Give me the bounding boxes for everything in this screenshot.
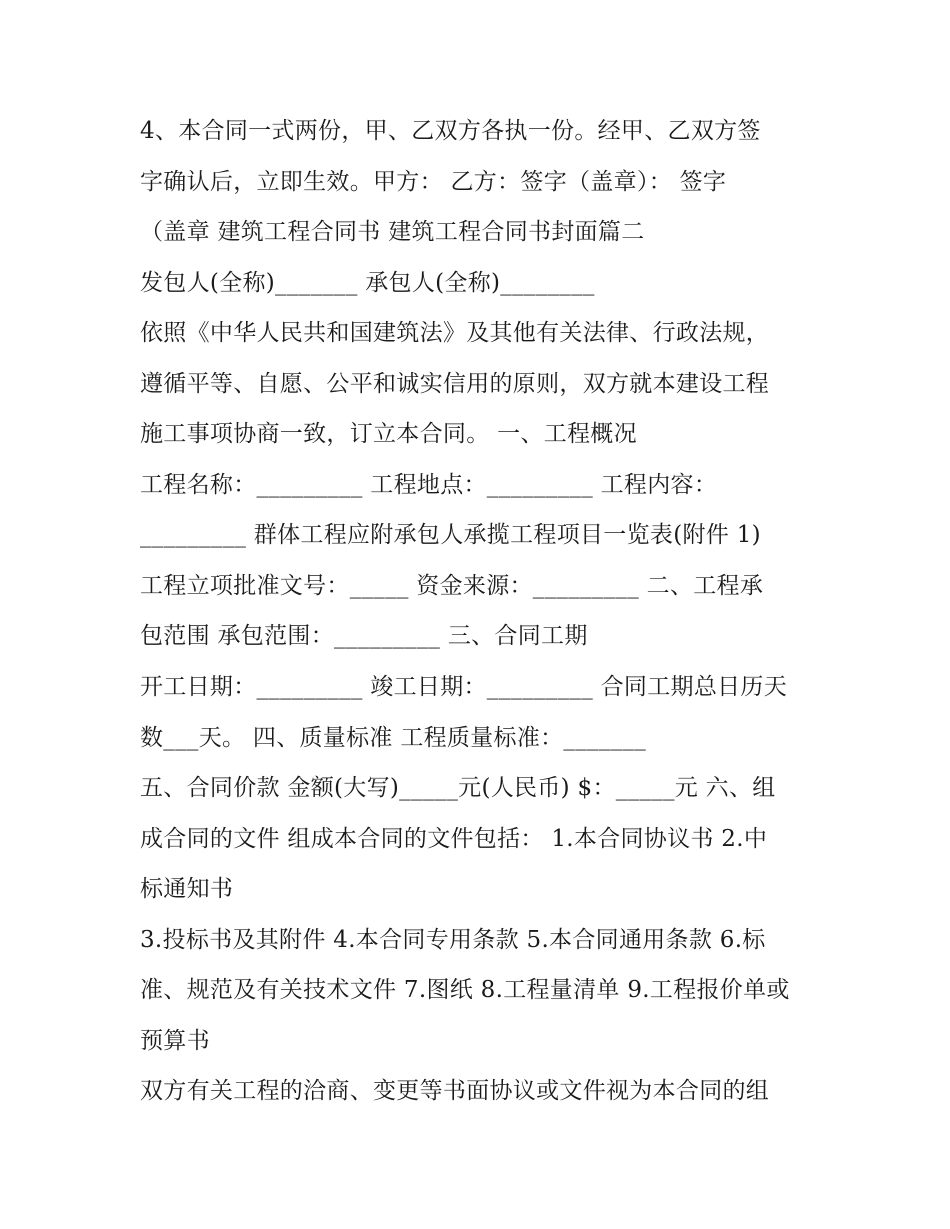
text-line-13: 数___天。 四、质量标准 工程质量标准：_______ [140,725,647,751]
text-line-3: （盖章 建筑工程合同书 建筑工程合同书封面篇二 [140,219,645,245]
text-line-10: 工程立项批准文号：_____ 资金来源：_________ 二、工程承 [140,573,764,599]
text-line-5: 依照《中华人民共和国建筑法》及其他有关法律、行政法规， [140,320,770,346]
text-line-11: 包范围 承包范围：_________ 三、合同工期 [140,623,588,649]
text-line-6: 遵循平等、自愿、公平和诚实信用的原则，双方就本建设工程 [140,371,770,397]
text-line-14: 五、合同价款 金额(大写)_____元(人民币) $：_____元 六、组 [140,775,776,801]
text-line-19: 预算书 [140,1028,210,1054]
text-line-9: _________ 群体工程应附承包人承揽工程项目一览表(附件 1) [140,522,761,548]
text-line-2: 字确认后，立即生效。甲方： 乙方：签字（盖章）： 签字 [140,169,727,195]
text-line-17: 3.投标书及其附件 4.本合同专用条款 5.本合同通用条款 6.标 [140,927,766,953]
text-line-8: 工程名称：_________ 工程地点：_________ 工程内容： [140,472,718,498]
text-line-18: 准、规范及有关技术文件 7.图纸 8.工程量清单 9.工程报价单或 [140,977,790,1003]
text-line-1: 4、本合同一式两份，甲、乙双方各执一份。经甲、乙双方签 [140,118,761,144]
text-line-15: 成合同的文件 组成本合同的文件包括： 1.本合同协议书 2.中 [140,826,768,852]
text-line-7: 施工事项协商一致，订立本合同。 一、工程概况 [140,421,637,447]
text-line-20: 双方有关工程的洽商、变更等书面协议或文件视为本合同的组 [140,1078,770,1104]
text-line-16: 标通知书 [140,876,234,902]
text-line-4: 发包人(全称)_______ 承包人(全称)________ [140,270,595,296]
text-line-12: 开工日期：_________ 竣工日期：_________ 合同工期总日历天 [140,674,788,700]
